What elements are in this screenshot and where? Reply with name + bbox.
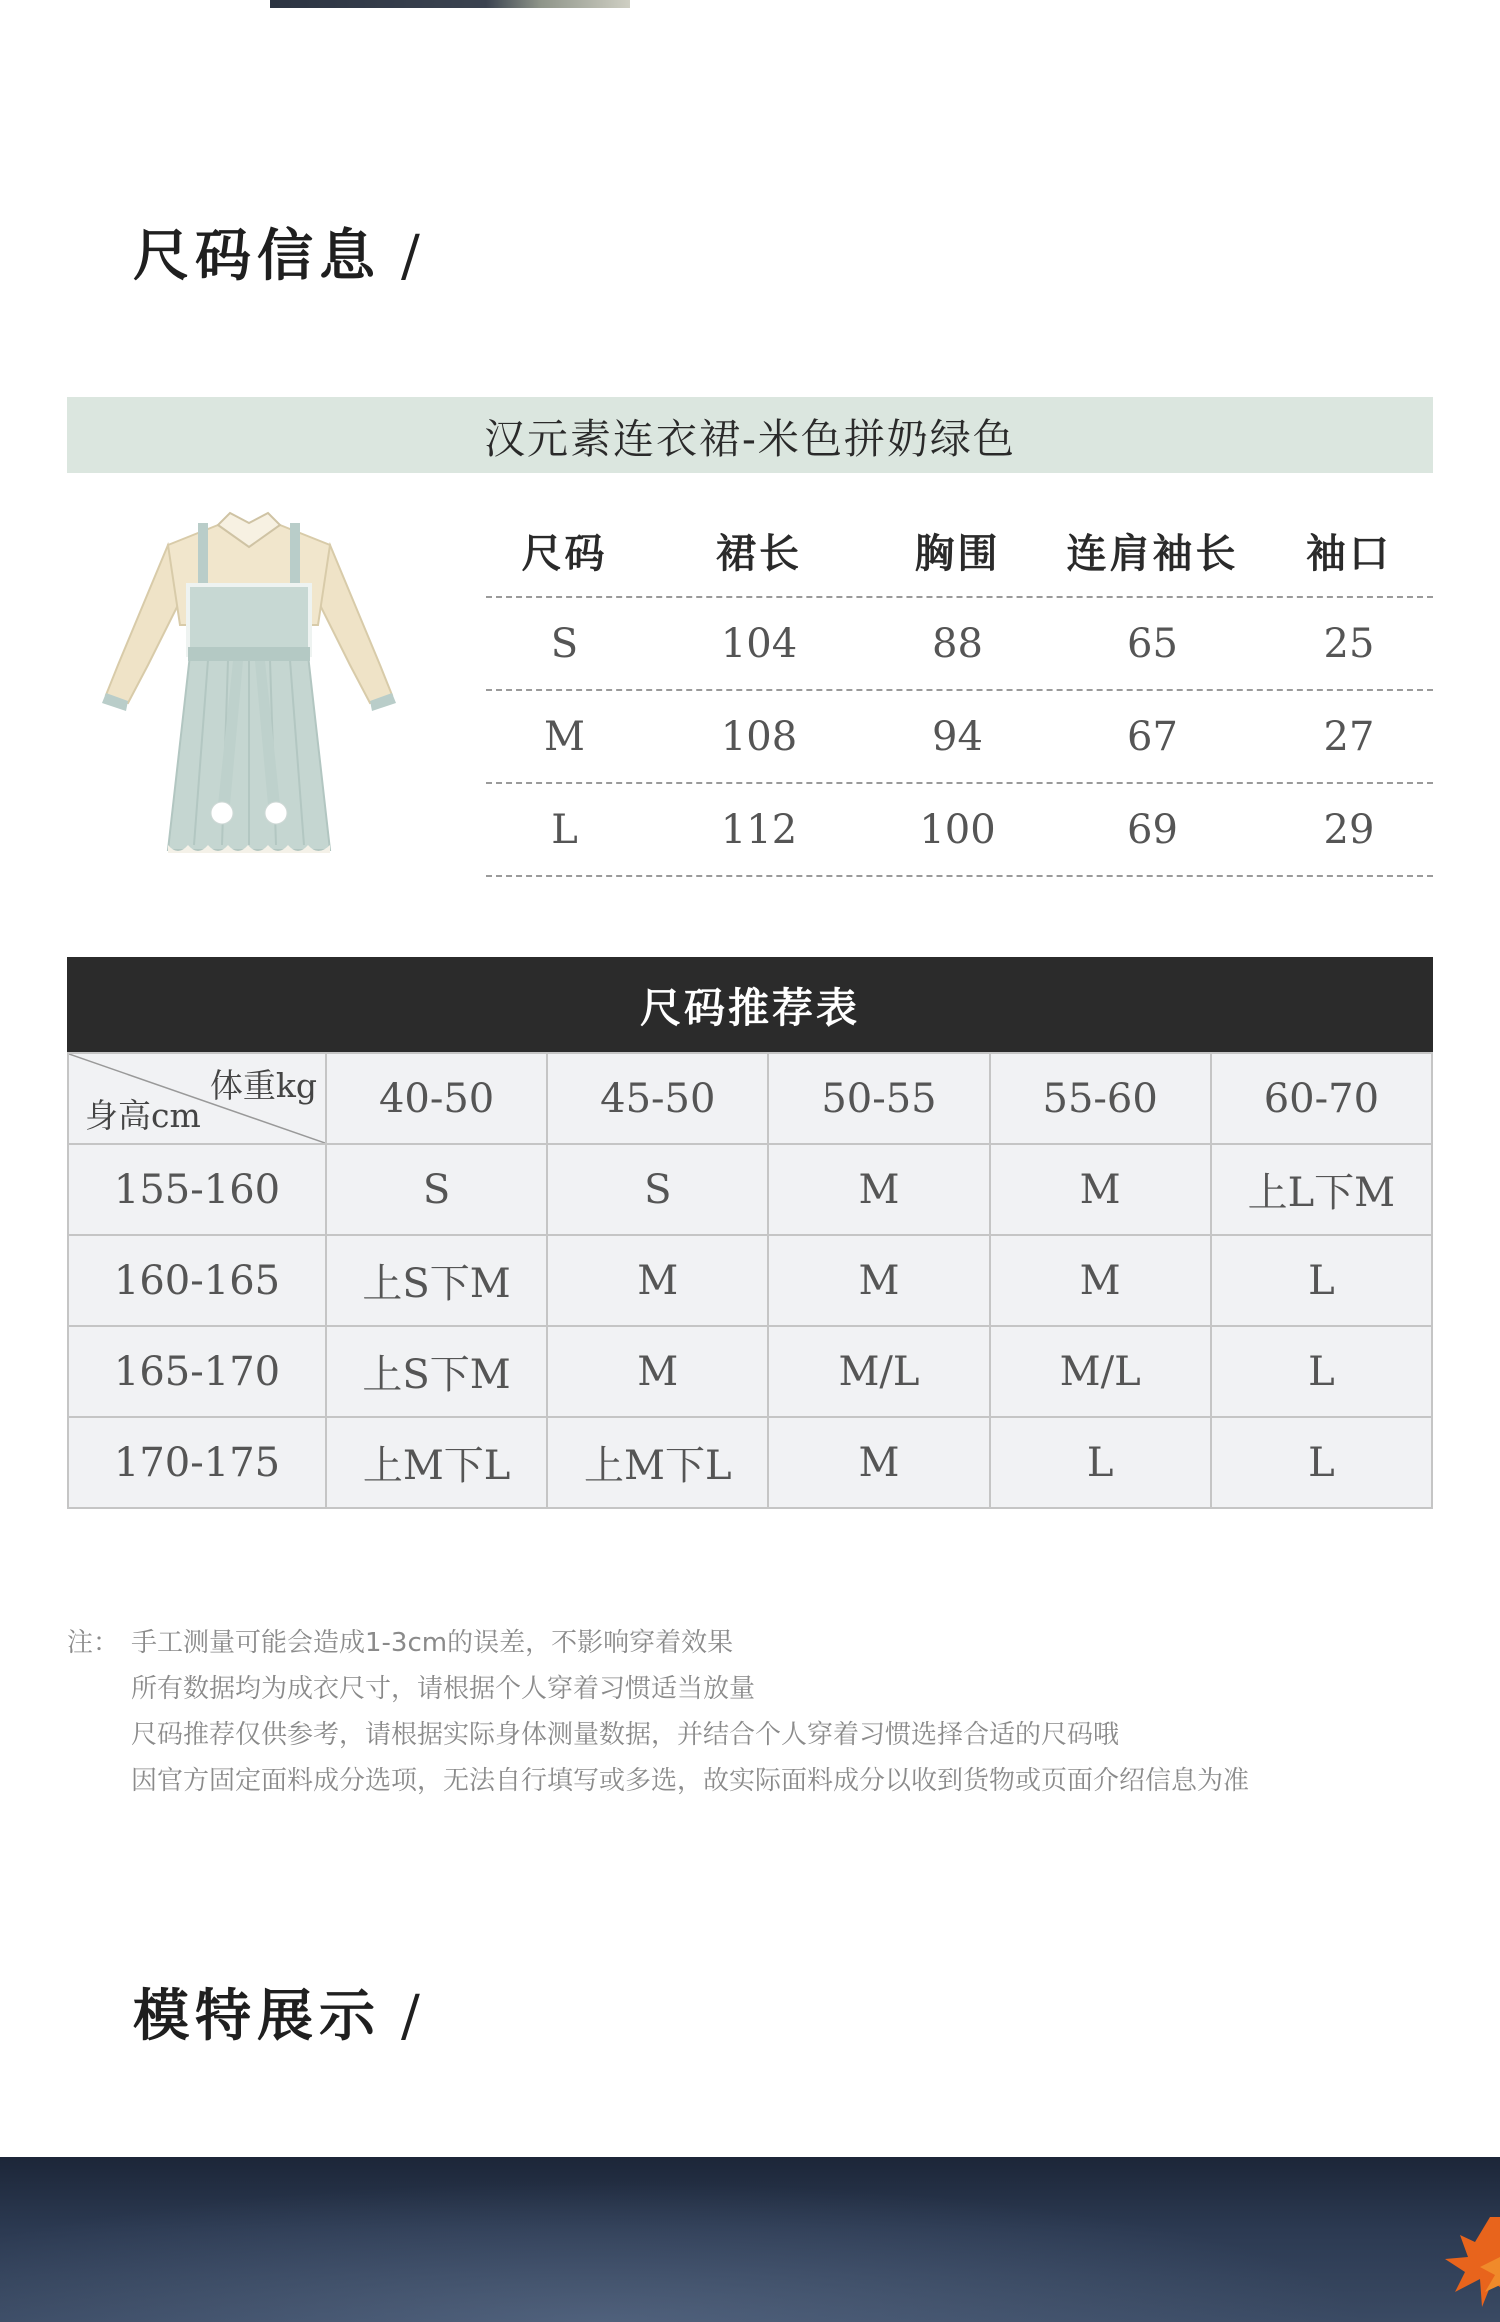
product-name: 汉元素连衣裙-米色拼奶绿色 (484, 414, 1016, 463)
note-text: 尺码推荐仅供参考，请根据实际身体测量数据，并结合个人穿着习惯选择合适的尺码哦 (131, 1720, 1120, 1750)
size-info-title: 尺码信息 (133, 223, 381, 289)
measurement-header: 尺码 (521, 530, 608, 577)
measurement-cell: 29 (1323, 806, 1375, 853)
measurement-table (486, 505, 1433, 877)
size-cell: M (990, 1144, 1211, 1235)
height-axis-label: 身高cm (85, 1096, 201, 1135)
measurement-cell: 25 (1323, 620, 1375, 667)
size-cell: M (547, 1235, 768, 1326)
recommend-title-bar (67, 957, 1433, 1052)
recommend-row (68, 1326, 1432, 1417)
measurement-cell: 27 (1323, 713, 1375, 760)
measurement-cell: 100 (919, 806, 996, 853)
measurement-cell: 94 (932, 713, 983, 760)
size-cell: M/L (768, 1326, 989, 1417)
product-name-bar (67, 397, 1433, 473)
note-line (67, 1758, 1249, 1804)
recommend-row (68, 1235, 1432, 1326)
size-cell: 上S下M (326, 1326, 547, 1417)
measurement-cell: L (551, 806, 578, 853)
recommend-row (68, 1144, 1432, 1235)
size-cell: S (326, 1144, 547, 1235)
notes-block (67, 1620, 1249, 1804)
model-showcase-heading (133, 1972, 420, 2052)
measurement-header-row (486, 505, 1433, 598)
measurement-header: 袖口 (1306, 530, 1392, 577)
size-cell: 上S下M (326, 1235, 547, 1326)
measurement-cell: 88 (932, 620, 983, 667)
size-info-heading (133, 212, 420, 292)
measurement-header: 胸围 (914, 530, 1001, 577)
height-cell: 155-160 (68, 1144, 326, 1235)
size-cell: L (1211, 1417, 1432, 1508)
measurement-cell: 65 (1127, 620, 1178, 667)
note-label: 注： (67, 1628, 120, 1658)
size-cell: 上M下L (326, 1417, 547, 1508)
size-cell: M (768, 1144, 989, 1235)
measurement-row (486, 784, 1433, 877)
size-cell: M (768, 1235, 989, 1326)
measurement-cell: 108 (720, 713, 798, 760)
size-cell: L (1211, 1235, 1432, 1326)
measurement-cell: 67 (1127, 713, 1178, 760)
weight-header: 40-50 (326, 1053, 547, 1144)
note-line (67, 1620, 1249, 1666)
size-cell: 上M下L (547, 1417, 768, 1508)
recommend-title: 尺码推荐表 (640, 984, 860, 1032)
height-cell: 170-175 (68, 1417, 326, 1508)
model-showcase-title: 模特展示 (133, 1983, 381, 2049)
size-cell: M (768, 1417, 989, 1508)
measurement-cell: 112 (720, 806, 798, 853)
note-text: 手工测量可能会造成1-3cm的误差，不影响穿着效果 (131, 1628, 734, 1658)
size-recommend-table (67, 1052, 1433, 1509)
height-cell: 165-170 (68, 1326, 326, 1417)
size-cell: M (990, 1235, 1211, 1326)
weight-header: 50-55 (768, 1053, 989, 1144)
weight-axis-label: 体重kg (209, 1066, 317, 1105)
note-line (67, 1712, 1249, 1758)
measurement-header: 连肩袖长 (1066, 530, 1239, 577)
maple-leaf-decoration (1420, 2197, 1500, 2322)
dress-illustration (98, 505, 400, 867)
weight-header: 45-50 (547, 1053, 768, 1144)
size-cell: L (1211, 1326, 1432, 1417)
size-cell: L (990, 1417, 1211, 1508)
heading-slash: / (401, 1984, 420, 2049)
measurement-row (486, 691, 1433, 784)
note-text: 所有数据均为成衣尺寸，请根据个人穿着习惯适当放量 (131, 1674, 756, 1704)
recommend-row (68, 1417, 1432, 1508)
measurement-cell: S (550, 620, 579, 667)
size-cell: 上L下M (1211, 1144, 1432, 1235)
measurement-cell: M (544, 713, 585, 760)
note-line (67, 1666, 1249, 1712)
size-cell: S (547, 1144, 768, 1235)
top-photo-strip (270, 0, 630, 8)
measurement-cell: 104 (720, 620, 798, 667)
measurement-row (486, 598, 1433, 691)
size-cell: M (547, 1326, 768, 1417)
recommend-header-row (68, 1053, 1432, 1144)
measurement-header: 裙长 (716, 530, 802, 577)
model-photo-preview (0, 2157, 1500, 2322)
heading-slash: / (401, 224, 420, 289)
corner-header-cell (68, 1053, 326, 1144)
note-text: 因官方固定面料成分选项，无法自行填写或多选，故实际面料成分以收到货物或页面介绍信息为准 (131, 1766, 1250, 1796)
height-cell: 160-165 (68, 1235, 326, 1326)
weight-header: 55-60 (990, 1053, 1211, 1144)
size-cell: M/L (990, 1326, 1211, 1417)
measurement-cell: 69 (1127, 806, 1178, 853)
weight-header: 60-70 (1211, 1053, 1432, 1144)
